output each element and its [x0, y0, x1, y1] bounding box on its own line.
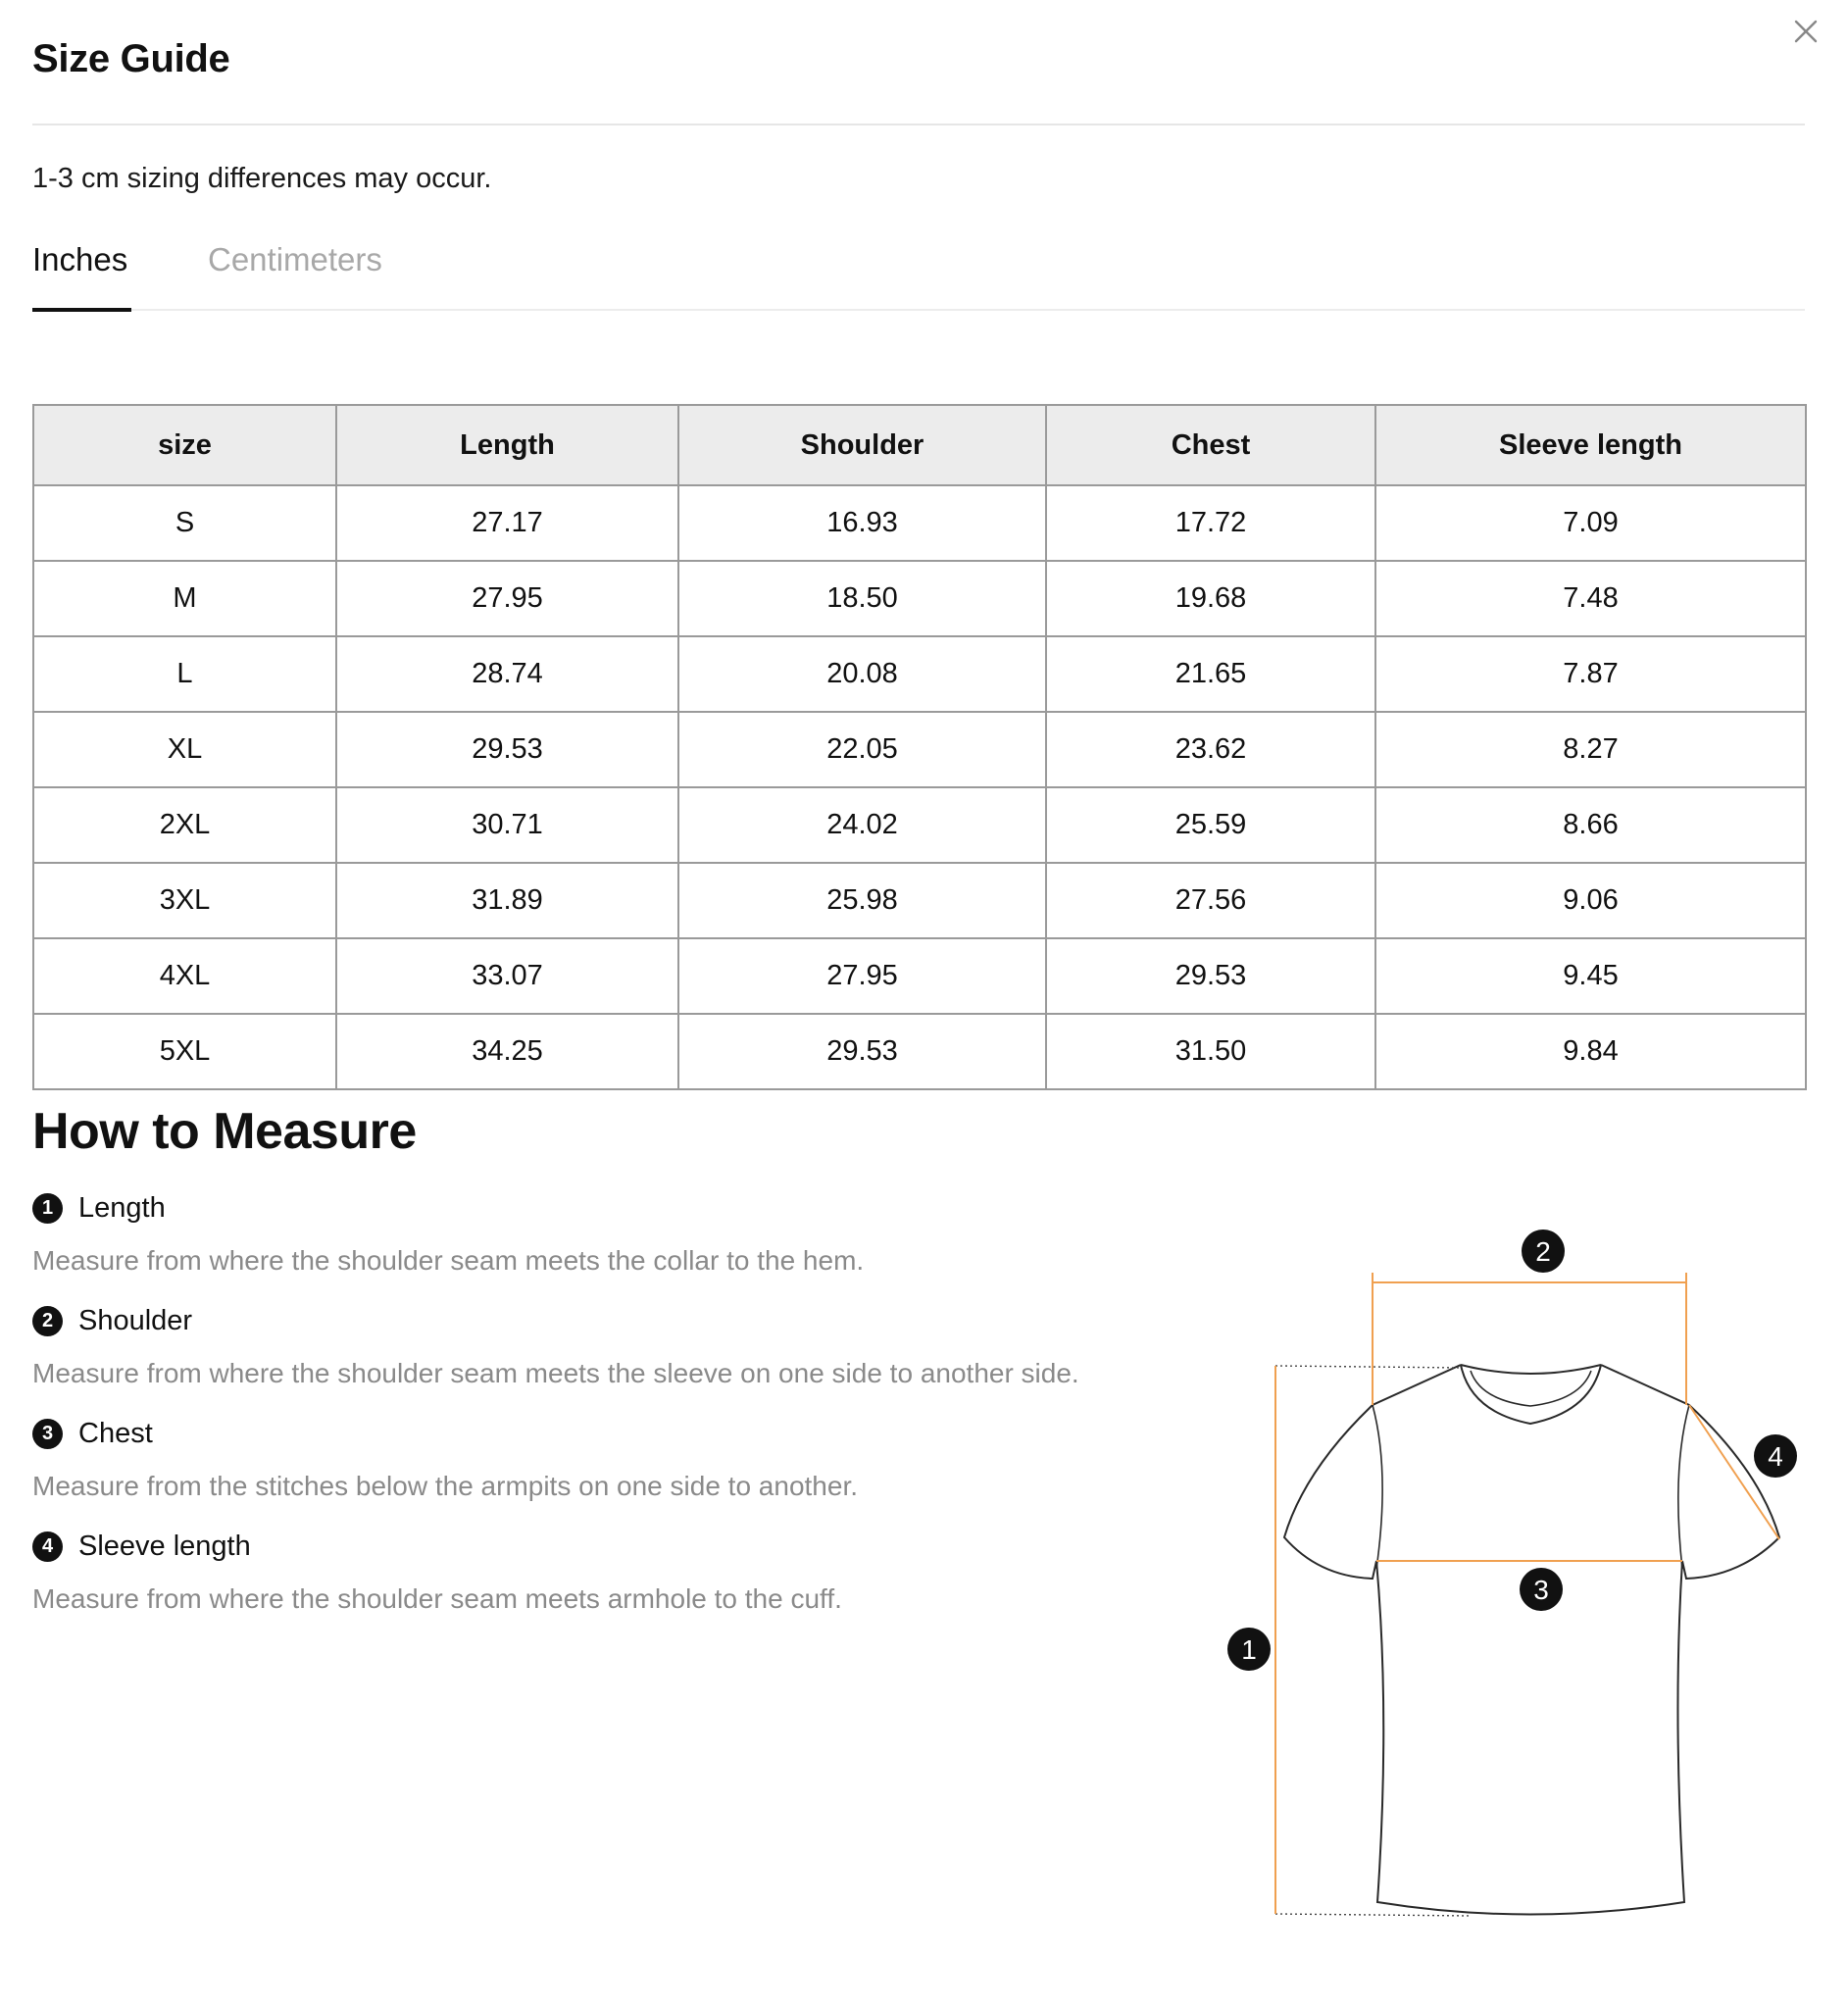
cell-length: 29.53	[336, 712, 678, 787]
table-row	[33, 863, 1806, 938]
cell-length: 27.17	[336, 485, 678, 561]
measure-item-sleeve-length	[32, 1527, 842, 1615]
cell-shoulder: 27.95	[678, 938, 1046, 1014]
cell-shoulder: 16.93	[678, 485, 1046, 561]
cell-chest: 31.50	[1046, 1014, 1375, 1089]
cell-shoulder: 29.53	[678, 1014, 1046, 1089]
cell-size: 2XL	[33, 787, 336, 863]
tshirt-measure-diagram-icon	[1216, 1220, 1804, 1926]
table-row	[33, 561, 1806, 636]
measure-description: Measure from the stitches below the armpits on one side to another.	[32, 1471, 859, 1501]
cell-chest: 21.65	[1046, 636, 1375, 712]
cell-size: XL	[33, 712, 336, 787]
number-2-badge-icon: 2	[32, 1306, 63, 1336]
cell-sleeve-length: 7.87	[1375, 636, 1806, 712]
how-to-measure-title: How to Measure	[32, 1103, 417, 1160]
measure-label: Sleeve length	[78, 1530, 251, 1562]
measure-label: Shoulder	[78, 1304, 193, 1336]
header-length: Length	[336, 405, 678, 485]
cell-sleeve-length: 9.06	[1375, 863, 1806, 938]
cell-chest: 27.56	[1046, 863, 1375, 938]
cell-chest: 29.53	[1046, 938, 1375, 1014]
cell-size: M	[33, 561, 336, 636]
measure-description: Measure from where the shoulder seam meets the sleeve on one side to another side.	[32, 1358, 1079, 1388]
measure-item-length	[32, 1188, 864, 1277]
tabs-divider	[32, 309, 1805, 311]
measure-item-chest	[32, 1414, 858, 1502]
cell-size: 5XL	[33, 1014, 336, 1089]
active-tab-indicator	[32, 308, 131, 312]
measure-label: Length	[78, 1191, 166, 1224]
cell-size: S	[33, 485, 336, 561]
cell-length: 30.71	[336, 787, 678, 863]
tab-centimeters[interactable]: Centimeters	[208, 241, 382, 277]
cell-chest: 19.68	[1046, 561, 1375, 636]
marker-2: 2	[1535, 1236, 1551, 1267]
number-1-badge-icon: 1	[32, 1193, 63, 1224]
cell-shoulder: 18.50	[678, 561, 1046, 636]
number-4-badge-icon: 4	[32, 1531, 63, 1562]
cell-length: 31.89	[336, 863, 678, 938]
tab-inches[interactable]: Inches	[32, 241, 128, 277]
cell-chest: 25.59	[1046, 787, 1375, 863]
unit-tabs	[32, 235, 1805, 312]
cell-length: 34.25	[336, 1014, 678, 1089]
cell-chest: 17.72	[1046, 485, 1375, 561]
cell-size: 4XL	[33, 938, 336, 1014]
table-row	[33, 938, 1806, 1014]
header-size: size	[33, 405, 336, 485]
cell-sleeve-length: 9.45	[1375, 938, 1806, 1014]
table-row	[33, 636, 1806, 712]
table-row	[33, 787, 1806, 863]
measure-description: Measure from where the shoulder seam meets the collar to the hem.	[32, 1245, 865, 1276]
header-chest: Chest	[1046, 405, 1375, 485]
cell-shoulder: 25.98	[678, 863, 1046, 938]
cell-shoulder: 22.05	[678, 712, 1046, 787]
cell-shoulder: 24.02	[678, 787, 1046, 863]
cell-chest: 23.62	[1046, 712, 1375, 787]
cell-sleeve-length: 7.48	[1375, 561, 1806, 636]
size-table	[32, 404, 1807, 1090]
header-sleeve-length: Sleeve length	[1375, 405, 1806, 485]
sizing-note: 1-3 cm sizing differences may occur.	[32, 163, 492, 194]
header-divider	[32, 124, 1805, 126]
measure-label: Chest	[78, 1417, 153, 1449]
table-header-row	[33, 405, 1806, 485]
table-row	[33, 1014, 1806, 1089]
cell-shoulder: 20.08	[678, 636, 1046, 712]
cell-sleeve-length: 8.66	[1375, 787, 1806, 863]
page-title: Size Guide	[32, 37, 230, 80]
marker-3: 3	[1533, 1575, 1549, 1605]
close-button[interactable]	[1790, 16, 1822, 47]
header-shoulder: Shoulder	[678, 405, 1046, 485]
measure-description: Measure from where the shoulder seam meets armhole to the cuff.	[32, 1583, 842, 1614]
cell-length: 33.07	[336, 938, 678, 1014]
marker-4: 4	[1768, 1441, 1783, 1472]
cell-size: L	[33, 636, 336, 712]
measure-item-shoulder	[32, 1301, 1079, 1389]
marker-1: 1	[1241, 1634, 1257, 1665]
table-row	[33, 485, 1806, 561]
cell-sleeve-length: 7.09	[1375, 485, 1806, 561]
cell-length: 28.74	[336, 636, 678, 712]
cell-length: 27.95	[336, 561, 678, 636]
table-row	[33, 712, 1806, 787]
close-icon	[1790, 16, 1822, 47]
cell-sleeve-length: 8.27	[1375, 712, 1806, 787]
cell-sleeve-length: 9.84	[1375, 1014, 1806, 1089]
number-3-badge-icon: 3	[32, 1419, 63, 1449]
cell-size: 3XL	[33, 863, 336, 938]
